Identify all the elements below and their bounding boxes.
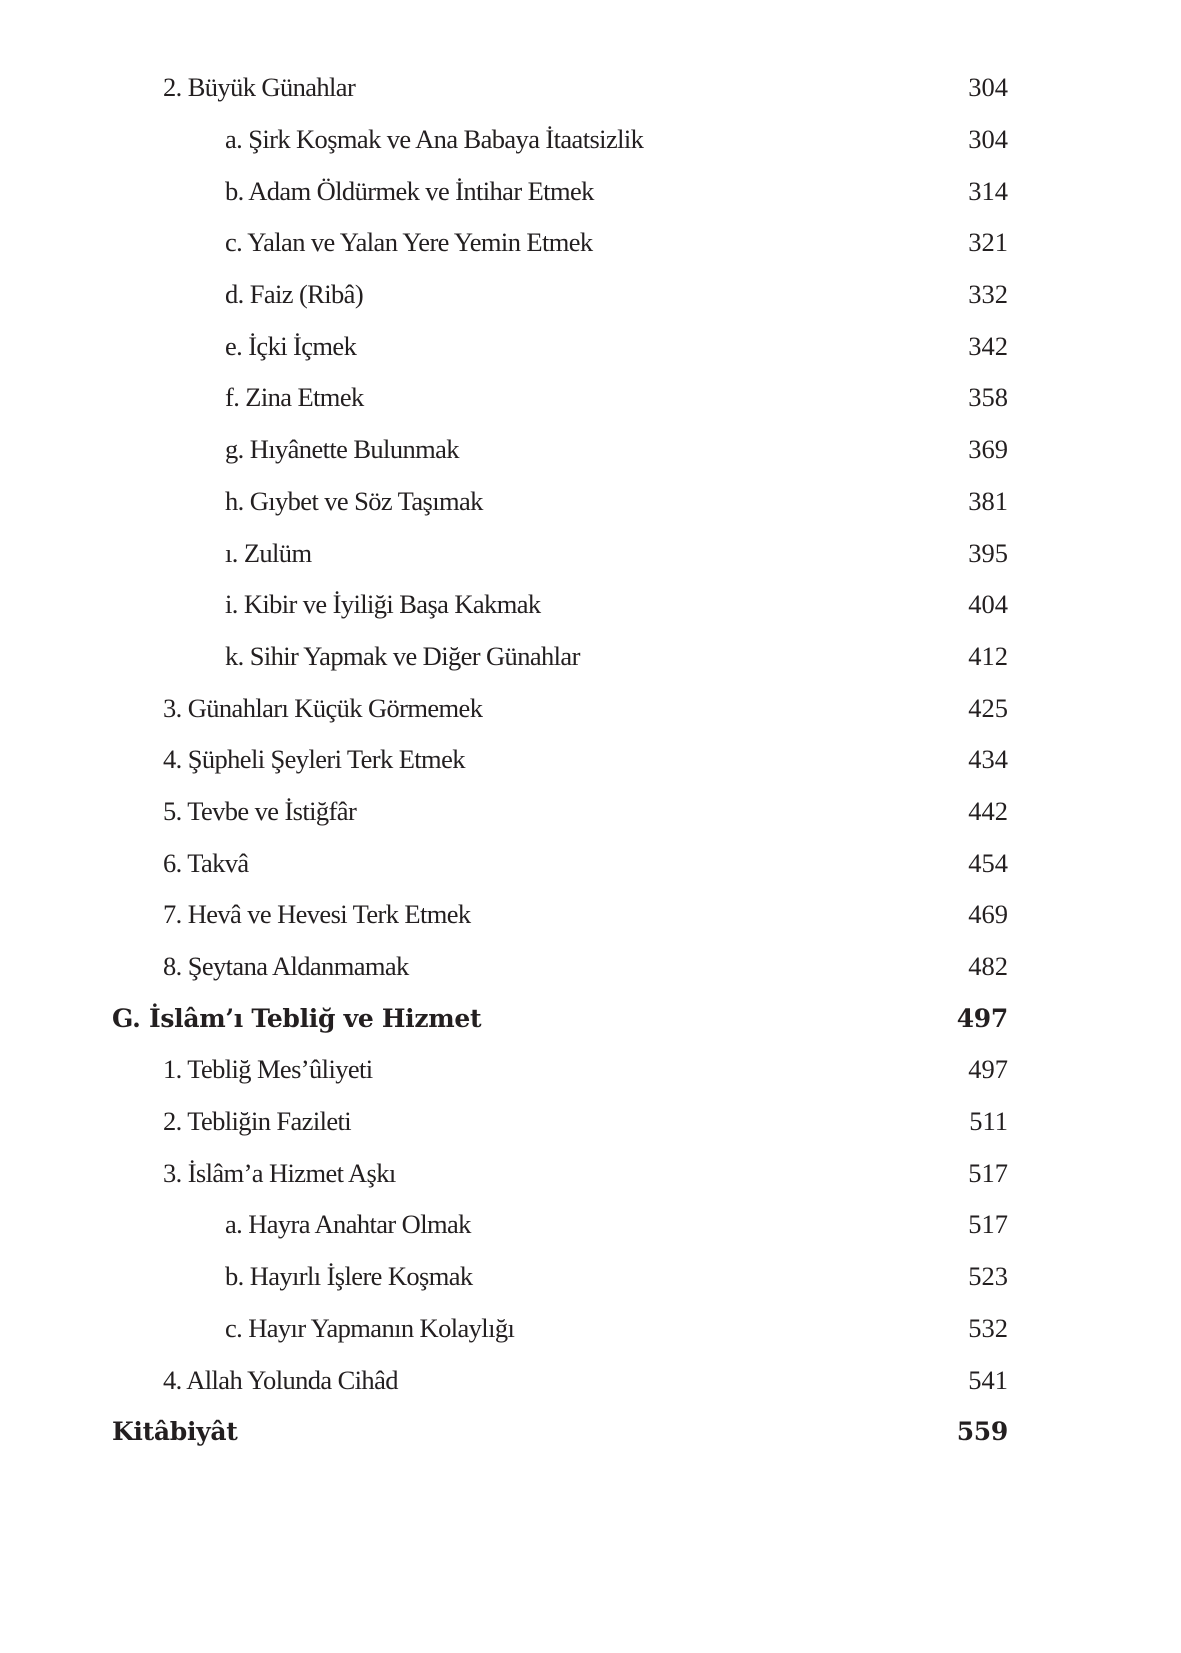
toc-entry-title: ı. Zulüm (225, 537, 312, 568)
toc-entry[interactable] (0, 837, 1181, 889)
toc-entry-title: 7. Hevâ ve Hevesi Terk Etmek (163, 899, 471, 930)
toc-entry-title: 3. İslâm’a Hizmet Aşkı (163, 1157, 396, 1188)
dot-leader (520, 1315, 956, 1341)
toc-page-number: 497 (956, 1003, 1008, 1033)
toc-entry[interactable] (0, 269, 1181, 321)
dot-leader (547, 592, 956, 618)
toc-entry[interactable] (0, 217, 1181, 269)
toc-entry-title: 8. Şeytana Aldanmamak (163, 951, 409, 982)
dot-leader (370, 385, 956, 411)
toc-entry[interactable] (0, 1147, 1181, 1199)
toc-entry[interactable] (0, 1199, 1181, 1251)
dot-leader (415, 954, 956, 980)
toc-page-number: 541 (968, 1364, 1008, 1395)
toc-entry-title: f. Zina Etmek (225, 382, 364, 413)
toc-entry[interactable] (0, 1251, 1181, 1303)
toc-entry[interactable] (0, 1303, 1181, 1355)
toc-entry[interactable] (0, 62, 1181, 114)
dot-leader (244, 1419, 951, 1445)
toc-entry-title: 2. Tebliğin Fazileti (163, 1106, 352, 1137)
toc-entry-title: 5. Tevbe ve İstiğfâr (163, 795, 357, 826)
toc-page-number: 304 (968, 72, 1008, 103)
toc-entry[interactable] (0, 1044, 1181, 1096)
toc-page-number: 342 (968, 330, 1008, 361)
toc-page-number: 442 (968, 795, 1008, 826)
dot-leader (600, 178, 956, 204)
toc-entry[interactable] (0, 165, 1181, 217)
toc-entry-title: a. Şirk Koşmak ve Ana Babaya İtaatsizlik (225, 124, 644, 155)
toc-entry-title: g. Hıyânette Bulunmak (225, 434, 459, 465)
table-of-contents (0, 62, 1181, 1458)
toc-entry-title: Kitâbiyât (112, 1417, 238, 1447)
toc-entry[interactable] (0, 631, 1181, 683)
dot-leader (479, 1264, 956, 1290)
toc-entry[interactable] (0, 786, 1181, 838)
toc-section-heading[interactable] (0, 1406, 1181, 1458)
toc-entry-title: 2. Büyük Günahlar (163, 72, 356, 103)
toc-entry[interactable] (0, 372, 1181, 424)
toc-entry-title: a. Hayra Anahtar Olmak (225, 1209, 471, 1240)
dot-leader (402, 1160, 956, 1186)
toc-page-number: 404 (968, 589, 1008, 620)
toc-page-number: 559 (956, 1417, 1008, 1447)
toc-entry[interactable] (0, 114, 1181, 166)
toc-entry[interactable] (0, 424, 1181, 476)
toc-page-number: 482 (968, 951, 1008, 982)
toc-page-number: 469 (968, 899, 1008, 930)
toc-entry-title: b. Adam Öldürmek ve İntihar Etmek (225, 175, 594, 206)
toc-section-heading[interactable] (0, 992, 1181, 1044)
toc-page-number: 454 (968, 847, 1008, 878)
toc-entry[interactable] (0, 682, 1181, 734)
toc-entry[interactable] (0, 320, 1181, 372)
toc-page-number: 358 (968, 382, 1008, 413)
toc-page-number: 381 (968, 485, 1008, 516)
toc-page-number: 523 (968, 1261, 1008, 1292)
dot-leader (477, 1212, 956, 1238)
dot-leader (487, 1005, 950, 1031)
toc-entry[interactable] (0, 941, 1181, 993)
dot-leader (489, 488, 956, 514)
toc-entry-title: G. İslâm’ı Tebliğ ve Hizmet (112, 1003, 482, 1033)
dot-leader (465, 437, 956, 463)
toc-page-number: 314 (968, 175, 1008, 206)
toc-entry[interactable] (0, 1096, 1181, 1148)
toc-page-number: 412 (968, 640, 1008, 671)
dot-leader (362, 798, 956, 824)
toc-page-number: 497 (968, 1054, 1008, 1085)
toc-entry-title: h. Gıybet ve Söz Taşımak (225, 485, 483, 516)
toc-entry-title: c. Yalan ve Yalan Yere Yemin Etmek (225, 227, 593, 258)
toc-entry-title: k. Sihir Yapmak ve Diğer Günahlar (225, 640, 580, 671)
toc-entry-title: b. Hayırlı İşlere Koşmak (225, 1261, 473, 1292)
toc-page-number: 425 (968, 692, 1008, 723)
dot-leader (379, 1057, 956, 1083)
toc-entry-title: e. İçki İçmek (225, 330, 357, 361)
toc-entry[interactable] (0, 476, 1181, 528)
toc-page-number: 532 (968, 1312, 1008, 1343)
toc-page-number: 517 (968, 1209, 1008, 1240)
toc-entry-title: c. Hayır Yapmanın Kolaylığı (225, 1312, 515, 1343)
toc-entry[interactable] (0, 889, 1181, 941)
toc-entry-title: 4. Allah Yolunda Cihâd (163, 1364, 398, 1395)
toc-page-number: 511 (969, 1106, 1008, 1137)
toc-entry-title: 1. Tebliğ Mes’ûliyeti (163, 1054, 373, 1085)
toc-entry[interactable] (0, 734, 1181, 786)
toc-page-number: 434 (968, 744, 1008, 775)
toc-page-number: 332 (968, 279, 1008, 310)
toc-page-number: 304 (968, 124, 1008, 155)
dot-leader (649, 127, 956, 153)
toc-entry-title: 3. Günahları Küçük Görmemek (163, 692, 483, 723)
toc-page-number: 321 (968, 227, 1008, 258)
toc-entry[interactable] (0, 579, 1181, 631)
dot-leader (586, 643, 956, 669)
toc-entry[interactable] (0, 1354, 1181, 1406)
toc-entry-title: i. Kibir ve İyiliği Başa Kakmak (225, 589, 541, 620)
toc-page-number: 369 (968, 434, 1008, 465)
dot-leader (477, 902, 956, 928)
dot-leader (488, 695, 956, 721)
toc-entry[interactable] (0, 527, 1181, 579)
dot-leader (599, 230, 956, 256)
toc-entry-title: 4. Şüpheli Şeyleri Terk Etmek (163, 744, 465, 775)
dot-leader (362, 333, 956, 359)
dot-leader (361, 75, 956, 101)
toc-entry-title: 6. Takvâ (163, 847, 249, 878)
dot-leader (317, 540, 956, 566)
toc-entry-title: d. Faiz (Ribâ) (225, 279, 364, 310)
dot-leader (369, 282, 956, 308)
toc-page-number: 517 (968, 1157, 1008, 1188)
toc-page-number: 395 (968, 537, 1008, 568)
dot-leader (404, 1367, 956, 1393)
dot-leader (255, 850, 956, 876)
dot-leader (357, 1109, 956, 1135)
dot-leader (471, 747, 956, 773)
